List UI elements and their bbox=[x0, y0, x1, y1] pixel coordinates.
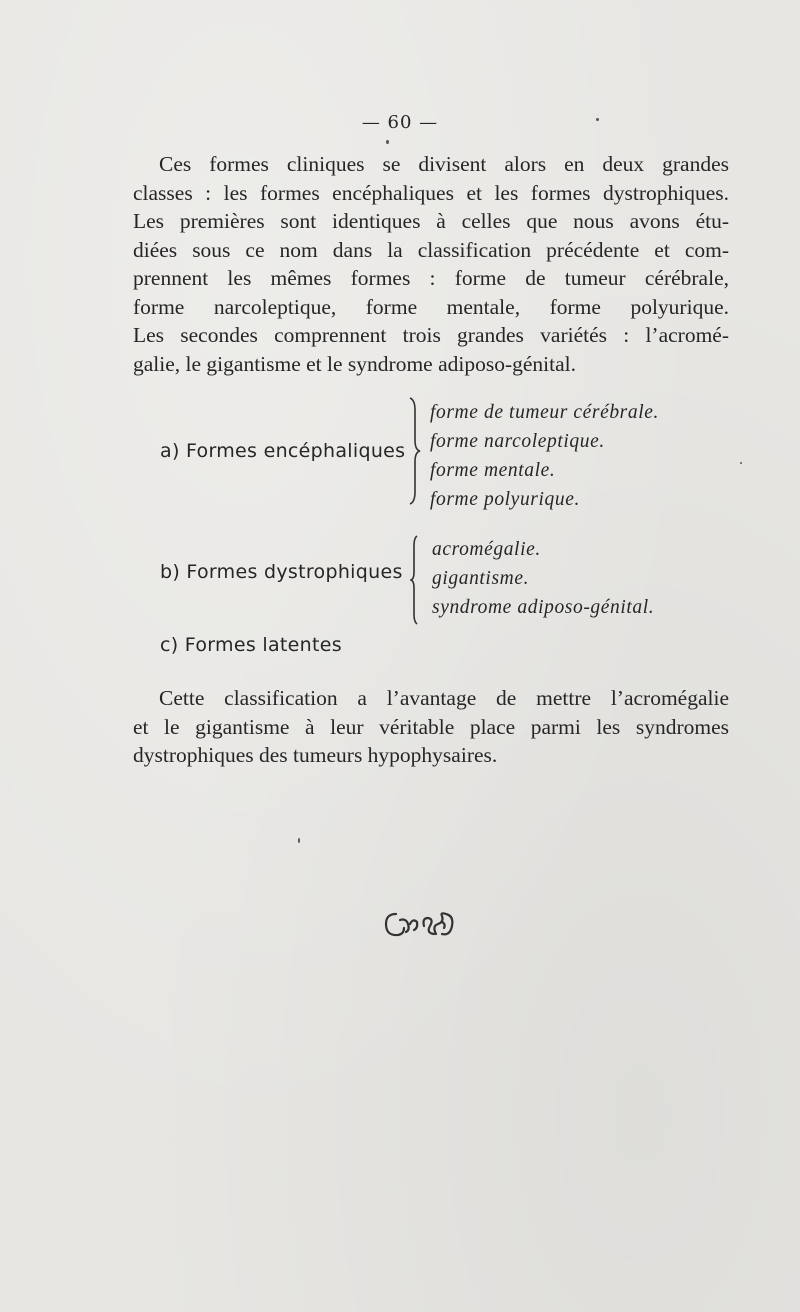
brace-b-icon bbox=[410, 534, 424, 626]
paragraph-line: et le gigantisme à leur véritable place parmi les syndromes bbox=[133, 714, 729, 739]
paragraph-line: forme narcoleptique, forme mentale, forme polyurique. bbox=[133, 294, 729, 319]
classification-label-b: b) Formes dystrophiques bbox=[160, 561, 403, 583]
paragraph-line: prennent les mêmes formes : forme de tumeur cérébrale, bbox=[133, 266, 729, 290]
paragraph-line: Cette classification a l’avantage de mettre l’acromégalie bbox=[159, 686, 729, 710]
list-item: gigantisme. bbox=[432, 568, 530, 589]
dystrophic-forms-list bbox=[432, 535, 654, 622]
classification-label-a: a) Formes encéphaliques bbox=[160, 440, 406, 462]
list-item: forme mentale. bbox=[430, 460, 556, 481]
list-item: syndrome adiposo-génital. bbox=[432, 597, 655, 618]
paragraph-line: Les secondes comprennent trois grandes variétés : l’acromé- bbox=[133, 323, 729, 347]
paragraph-intro bbox=[133, 150, 729, 378]
brace-a-icon bbox=[407, 396, 421, 506]
ink-speck bbox=[596, 118, 599, 121]
list-item: forme polyurique. bbox=[430, 489, 580, 510]
page-number: — 60 — bbox=[361, 112, 439, 133]
paragraph-line: Les premières sont identiques à celles que nous avons étu- bbox=[133, 209, 729, 233]
encephalic-forms-list bbox=[430, 398, 659, 514]
paragraph-line: diées sous ce nom dans la classification précédente et com- bbox=[133, 237, 729, 262]
list-item: acromégalie. bbox=[432, 539, 541, 560]
list-item: forme de tumeur cérébrale. bbox=[430, 402, 659, 423]
paragraph-line: Ces formes cliniques se divisent alors en deux grandes bbox=[159, 152, 729, 176]
paragraph-line: galie, le gigantisme et le syndrome adiposo-génital. bbox=[133, 351, 577, 376]
list-item: forme narcoleptique. bbox=[430, 431, 605, 452]
paragraph-line: classes : les formes encéphaliques et les formes dystrophiques. bbox=[133, 180, 729, 205]
classification-label-c: c) Formes latentes bbox=[160, 634, 342, 656]
paragraph-line: dystrophiques des tumeurs hypophysaires. bbox=[133, 743, 498, 767]
ink-speck bbox=[298, 838, 300, 843]
paragraph-conclusion bbox=[133, 684, 729, 770]
ink-speck bbox=[386, 140, 389, 144]
fleuron-ornament-icon bbox=[380, 906, 460, 942]
ink-speck bbox=[740, 462, 742, 464]
